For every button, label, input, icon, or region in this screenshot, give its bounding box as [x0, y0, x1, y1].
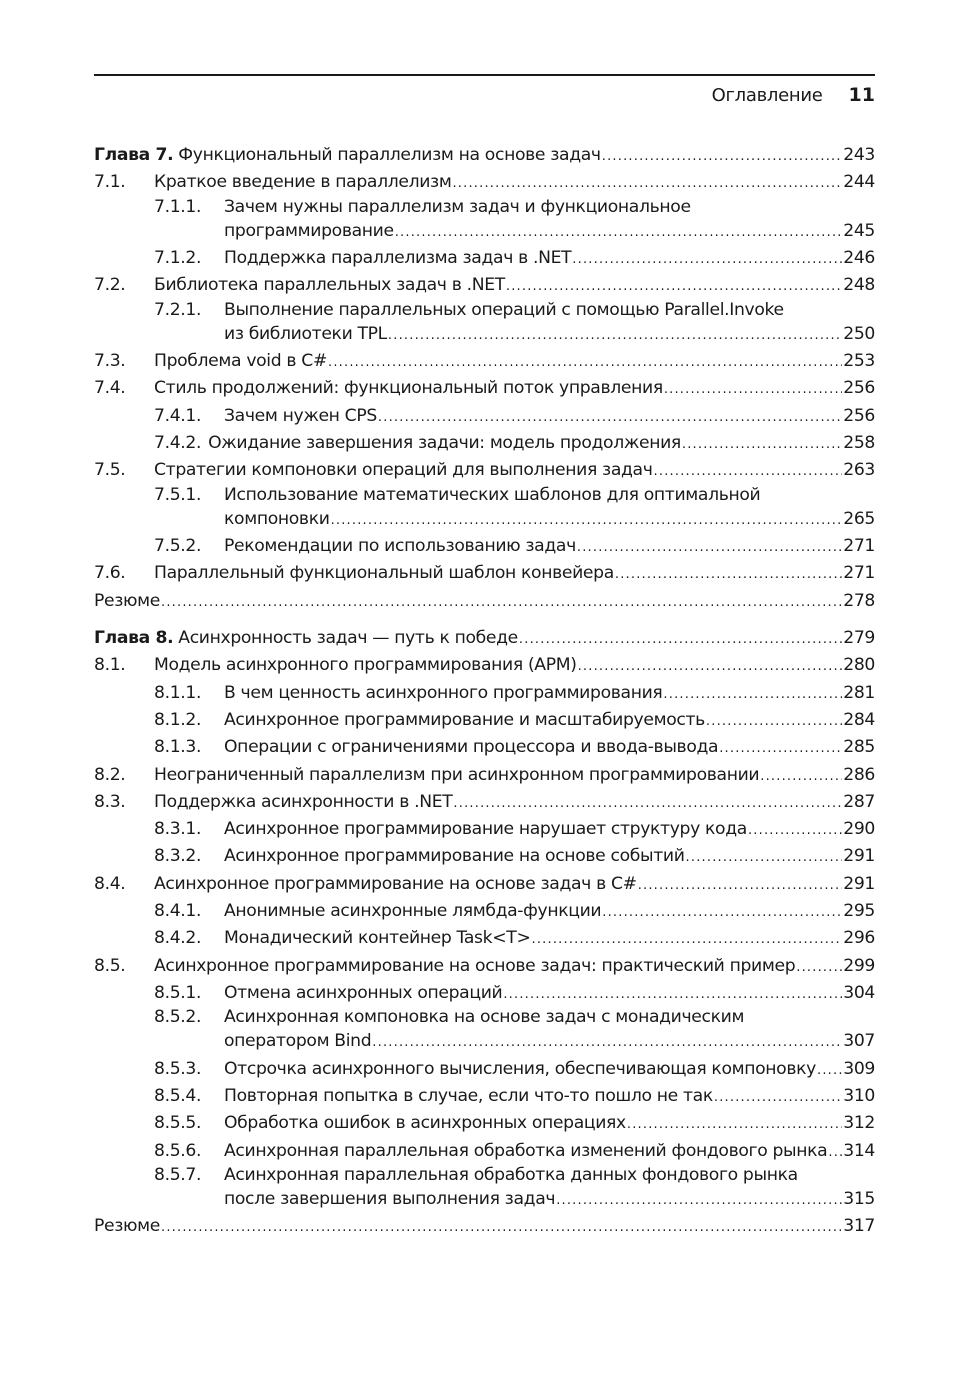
toc-page-number: 243	[843, 145, 875, 165]
toc-entry-number: 8.1.2.	[154, 709, 202, 730]
toc-entry-title-line1: Асинхронная компоновка на основе задач с монадическим	[224, 1007, 745, 1028]
toc-entry-body	[154, 348, 875, 376]
dot-leader	[331, 506, 843, 534]
toc-page-number: 291	[843, 846, 875, 867]
toc-page-number: 246	[843, 248, 875, 269]
toc-page-number: 258	[843, 433, 875, 454]
toc-entry-number: 8.5.5.	[154, 1113, 202, 1134]
toc-page-number: 314	[843, 1140, 875, 1161]
dot-leader	[577, 533, 842, 561]
toc-entry-title: Модель асинхронного программирования (APM)	[154, 655, 577, 676]
toc-page-number: 253	[843, 351, 875, 372]
dot-leader	[161, 1213, 842, 1241]
dot-leader	[706, 707, 842, 735]
toc-page-number: 279	[843, 628, 875, 649]
toc-section-entry[interactable]	[94, 457, 875, 484]
toc-entry-title: Асинхронная параллельная обработка изменений фондового рынка	[224, 1140, 828, 1161]
dot-leader	[682, 430, 842, 458]
toc-entry-number: 8.5.2.	[154, 1007, 202, 1028]
toc-entry-number: 8.5.4.	[154, 1086, 202, 1107]
dot-leader	[817, 1056, 842, 1084]
toc-entry-body	[224, 403, 875, 431]
toc-page-number: 315	[843, 1189, 875, 1210]
toc-subsection-entry[interactable]	[94, 485, 875, 534]
toc-entry-line2	[224, 321, 875, 348]
toc-section-entry[interactable]	[94, 652, 875, 679]
toc-subsection-entry[interactable]	[94, 403, 875, 430]
toc-page-number: 296	[843, 928, 875, 949]
toc-entry-body	[154, 789, 875, 817]
toc-entry-number: 8.3.2.	[154, 846, 202, 867]
toc-entry-number: 8.1.1.	[154, 682, 202, 703]
toc-entry-body	[224, 1110, 875, 1138]
toc-entry-line2	[224, 1028, 875, 1055]
dot-leader	[328, 348, 842, 376]
toc-page-number: 312	[843, 1113, 875, 1134]
chapter-title: Функциональный параллелизм на основе задач	[178, 145, 601, 165]
dot-leader	[503, 980, 842, 1008]
toc-entry-title: Операции с ограничениями процессора и ввода-вывода	[224, 737, 719, 758]
toc-page-number: 309	[843, 1058, 875, 1079]
toc-page-number: 245	[843, 220, 875, 241]
toc-entry-body	[154, 457, 875, 485]
toc-page-number: 248	[843, 275, 875, 296]
toc-entry-text	[94, 142, 601, 169]
toc-summary-entry[interactable]	[94, 1213, 875, 1240]
toc-entry-title: Неограниченный параллелизм при асинхронном программировании	[154, 764, 760, 785]
toc-entry-number: 7.2.1.	[154, 299, 202, 320]
toc-entry-body	[224, 680, 875, 708]
toc-entry-body	[94, 588, 875, 616]
toc-entry-number: 8.5.3.	[154, 1058, 202, 1079]
toc-page-number: 291	[843, 873, 875, 894]
toc-entry-body	[154, 871, 875, 899]
toc-entry-number: 7.5.2.	[154, 536, 202, 557]
toc-section-entry[interactable]	[94, 272, 875, 299]
dot-leader	[578, 652, 843, 680]
toc-entry-body	[224, 1007, 875, 1055]
toc-entry-body	[154, 652, 875, 680]
table-of-contents	[94, 142, 875, 1241]
toc-entry-title: Проблема void в C#	[154, 351, 328, 372]
toc-entry-body	[94, 1213, 875, 1241]
dot-leader	[654, 457, 843, 485]
toc-entry-title: Анонимные асинхронные лямбда-функции	[224, 901, 602, 922]
toc-entry-body	[154, 560, 875, 588]
toc-subsection-entry[interactable]	[94, 1110, 875, 1137]
toc-entry-title: Краткое введение в параллелизм	[154, 172, 452, 193]
toc-subsection-entry[interactable]	[94, 925, 875, 952]
page-number: 11	[848, 84, 875, 106]
toc-page-number: 304	[843, 982, 875, 1003]
toc-entry-body	[224, 1083, 875, 1111]
toc-entry-text	[94, 625, 518, 652]
toc-subsection-entry[interactable]	[94, 680, 875, 707]
toc-entry-title-line2: компоновки	[224, 508, 330, 529]
toc-entry-number: 7.1.2.	[154, 248, 202, 269]
toc-entry-number: 8.4.	[94, 873, 126, 894]
dot-leader	[388, 321, 842, 349]
toc-entry-title-line2: из библиотеки TPL	[224, 323, 387, 344]
dot-leader	[714, 1083, 842, 1111]
toc-entry-number: 8.3.	[94, 791, 126, 812]
toc-page-number: 280	[843, 655, 875, 676]
dot-leader	[453, 789, 842, 817]
toc-page-number: 299	[843, 955, 875, 976]
toc-entry-number: 7.2.	[94, 275, 126, 296]
toc-page-number: 263	[843, 460, 875, 481]
toc-entry-body	[224, 197, 875, 245]
toc-entry-body	[224, 843, 875, 871]
toc-entry-number: 8.1.	[94, 655, 126, 676]
toc-section-entry[interactable]	[94, 375, 875, 402]
toc-entry-title: Асинхронное программирование на основе задач: практический пример	[154, 955, 796, 976]
header-rule	[94, 74, 875, 76]
toc-page-number: 290	[843, 819, 875, 840]
dot-leader	[719, 734, 842, 762]
toc-subsection-entry[interactable]	[94, 1056, 875, 1083]
chapter-label: Глава 8.	[94, 628, 174, 649]
toc-entry-body	[154, 169, 875, 197]
dot-leader	[602, 142, 842, 170]
toc-page-number: 310	[843, 1086, 875, 1107]
toc-entry-body	[224, 816, 875, 844]
toc-page-number: 265	[843, 508, 875, 529]
toc-entry-title: Параллельный функциональный шаблон конвейера	[154, 563, 614, 584]
toc-entry-title: Асинхронное программирование на основе событий	[224, 846, 685, 867]
toc-entry-body	[94, 625, 875, 653]
dot-leader	[663, 680, 842, 708]
toc-entry-title-line1: Зачем нужны параллелизм задач и функциональное	[224, 196, 691, 217]
toc-entry-title-line2: после завершения выполнения задач	[224, 1189, 556, 1210]
toc-entry-number: 8.1.3.	[154, 737, 202, 758]
toc-entry-title: Повторная попытка в случае, если что-то пошло не так	[224, 1086, 713, 1107]
toc-entry-title-line2: оператором Bind	[224, 1031, 372, 1052]
toc-subsection-entry[interactable]	[94, 430, 875, 457]
dot-leader	[828, 1138, 842, 1166]
section-title: Оглавление	[711, 85, 823, 106]
toc-page-number: 285	[843, 737, 875, 758]
toc-subsection-entry[interactable]	[94, 980, 875, 1007]
toc-entry-number: 8.4.1.	[154, 901, 202, 922]
dot-leader	[372, 1028, 842, 1056]
dot-leader	[602, 898, 842, 926]
toc-entry-number: 7.4.1.	[154, 405, 202, 426]
toc-page-number: 295	[843, 901, 875, 922]
toc-entry-title-line2: программирование	[224, 220, 394, 241]
toc-entry-number: 7.1.	[94, 172, 126, 193]
toc-page-number: 286	[843, 764, 875, 785]
toc-entry-title: Поддержка асинхронности в .NET	[154, 791, 453, 812]
toc-entry-title: Отмена асинхронных операций	[224, 982, 503, 1003]
toc-entry-body	[154, 375, 875, 403]
toc-entry-number: 8.5.7.	[154, 1164, 202, 1185]
dot-leader	[532, 925, 843, 953]
toc-page-number: 271	[843, 536, 875, 557]
toc-entry-title: Резюме	[94, 590, 160, 611]
toc-entry-body	[224, 734, 875, 762]
toc-subsection-entry[interactable]	[94, 1007, 875, 1056]
toc-subsection-entry[interactable]	[94, 533, 875, 560]
toc-section-entry[interactable]	[94, 560, 875, 587]
toc-entry-body	[224, 300, 875, 348]
toc-entry-title: Монадический контейнер Task<T>	[224, 928, 531, 949]
dot-leader	[627, 1110, 842, 1138]
toc-entry-body	[224, 980, 875, 1008]
toc-entry-number: 7.4.2.	[154, 433, 202, 454]
toc-entry-body	[154, 762, 875, 790]
toc-subsection-entry[interactable]	[94, 300, 875, 349]
toc-entry-title-line1: Использование математических шаблонов для оптимальной	[224, 484, 761, 505]
toc-entry-body	[208, 430, 875, 458]
toc-page-number: 281	[843, 682, 875, 703]
toc-entry-number: 8.2.	[94, 764, 126, 785]
toc-entry-body	[224, 707, 875, 735]
toc-section-entry[interactable]	[94, 953, 875, 980]
toc-page-number: 284	[843, 709, 875, 730]
toc-section-entry[interactable]	[94, 789, 875, 816]
toc-entry-title: Асинхронное программирование нарушает структуру кода	[224, 819, 747, 840]
toc-subsection-entry[interactable]	[94, 245, 875, 272]
dot-leader	[395, 218, 843, 246]
toc-entry-number: 8.4.2.	[154, 928, 202, 949]
toc-subsection-entry[interactable]	[94, 1165, 875, 1214]
toc-entry-title: Ожидание завершения задачи: модель продолжения	[208, 433, 681, 454]
chapter-label: Глава 7.	[94, 145, 174, 165]
toc-entry-title: Рекомендации по использованию задач	[224, 536, 576, 557]
chapter-title: Асинхронность задач — путь к победе	[178, 628, 518, 649]
dot-leader	[556, 1186, 842, 1214]
dot-leader	[748, 816, 842, 844]
toc-page-number: 287	[843, 791, 875, 812]
toc-section-entry[interactable]	[94, 762, 875, 789]
dot-leader	[506, 272, 842, 300]
toc-entry-body	[224, 1165, 875, 1213]
toc-page-number: 244	[843, 172, 875, 193]
toc-entry-body	[224, 1138, 875, 1166]
toc-entry-title: Асинхронное программирование на основе задач в C#	[154, 873, 637, 894]
toc-entry-body	[224, 925, 875, 953]
toc-section-entry[interactable]	[94, 169, 875, 196]
toc-entry-number: 7.6.	[94, 563, 126, 584]
toc-entry-body	[224, 898, 875, 926]
toc-chapter-entry[interactable]	[94, 625, 875, 652]
toc-entry-line2	[224, 1186, 875, 1213]
toc-subsection-entry[interactable]	[94, 816, 875, 843]
toc-entry-line2	[224, 506, 875, 533]
toc-section-entry[interactable]	[94, 348, 875, 375]
toc-subsection-entry[interactable]	[94, 898, 875, 925]
toc-entry-number: 7.4.	[94, 378, 126, 399]
toc-entry-number: 7.5.1.	[154, 484, 202, 505]
toc-entry-body	[154, 272, 875, 300]
dot-leader	[572, 245, 842, 273]
toc-entry-title-line1: Выполнение параллельных операций с помощью Parallel.Invoke	[224, 299, 784, 320]
dot-leader	[686, 843, 843, 871]
toc-page-number: 256	[843, 378, 875, 399]
toc-page-number: 307	[843, 1031, 875, 1052]
toc-entry-title: Асинхронное программирование и масштабируемость	[224, 709, 705, 730]
toc-entry-number: 7.1.1.	[154, 196, 202, 217]
toc-entry-title: Стиль продолжений: функциональный поток управления	[154, 378, 663, 399]
toc-entry-number: 7.3.	[94, 351, 126, 372]
toc-entry-title: Обработка ошибок в асинхронных операциях	[224, 1113, 626, 1134]
running-head	[712, 84, 875, 106]
toc-subsection-entry[interactable]	[94, 707, 875, 734]
toc-subsection-entry[interactable]	[94, 843, 875, 870]
toc-subsection-entry[interactable]	[94, 197, 875, 246]
toc-entry-body	[154, 953, 875, 981]
toc-entry-title: Резюме	[94, 1216, 160, 1237]
toc-entry-line2	[224, 218, 875, 245]
dot-leader	[615, 560, 842, 588]
toc-entry-title: Поддержка параллелизма задач в .NET	[224, 248, 572, 269]
dot-leader	[760, 762, 842, 790]
toc-entry-title: Зачем нужен CPS	[224, 405, 377, 426]
toc-entry-body	[224, 533, 875, 561]
dot-leader	[378, 403, 842, 431]
toc-entry-number: 8.3.1.	[154, 819, 202, 840]
toc-entry-title-line1: Асинхронная параллельная обработка данных фондового рынка	[224, 1165, 798, 1186]
toc-entry-body	[224, 1056, 875, 1084]
toc-entry-number: 8.5.6.	[154, 1140, 202, 1161]
toc-entry-number: 8.5.	[94, 955, 126, 976]
toc-entry-number: 7.5.	[94, 460, 126, 481]
dot-leader	[519, 625, 842, 653]
dot-leader	[452, 169, 842, 197]
dot-leader	[796, 953, 842, 981]
toc-entry-title: Отсрочка асинхронного вычисления, обеспечивающая компоновку	[224, 1058, 816, 1079]
toc-subsection-entry[interactable]	[94, 1083, 875, 1110]
toc-entry-title: Стратегии компоновки операций для выполнения задач	[154, 460, 653, 481]
toc-page-number: 271	[843, 563, 875, 584]
toc-entry-title: В чем ценность асинхронного программирования	[224, 682, 663, 703]
dot-leader	[161, 588, 842, 616]
toc-chapter-entry[interactable]	[94, 142, 875, 169]
toc-section-entry[interactable]	[94, 871, 875, 898]
toc-page-number: 256	[843, 405, 875, 426]
dot-leader	[664, 375, 842, 403]
toc-entry-body	[94, 142, 875, 170]
toc-page-number: 250	[843, 323, 875, 344]
toc-entry-body	[224, 485, 875, 533]
toc-entry-number: 8.5.1.	[154, 982, 202, 1003]
toc-entry-title: Библиотека параллельных задач в .NET	[154, 275, 505, 296]
toc-page-number: 278	[843, 590, 875, 611]
toc-page-number: 317	[843, 1216, 875, 1237]
toc-subsection-entry[interactable]	[94, 1138, 875, 1165]
dot-leader	[638, 871, 843, 899]
toc-subsection-entry[interactable]	[94, 734, 875, 761]
toc-entry-body	[224, 245, 875, 273]
toc-summary-entry[interactable]	[94, 588, 875, 615]
